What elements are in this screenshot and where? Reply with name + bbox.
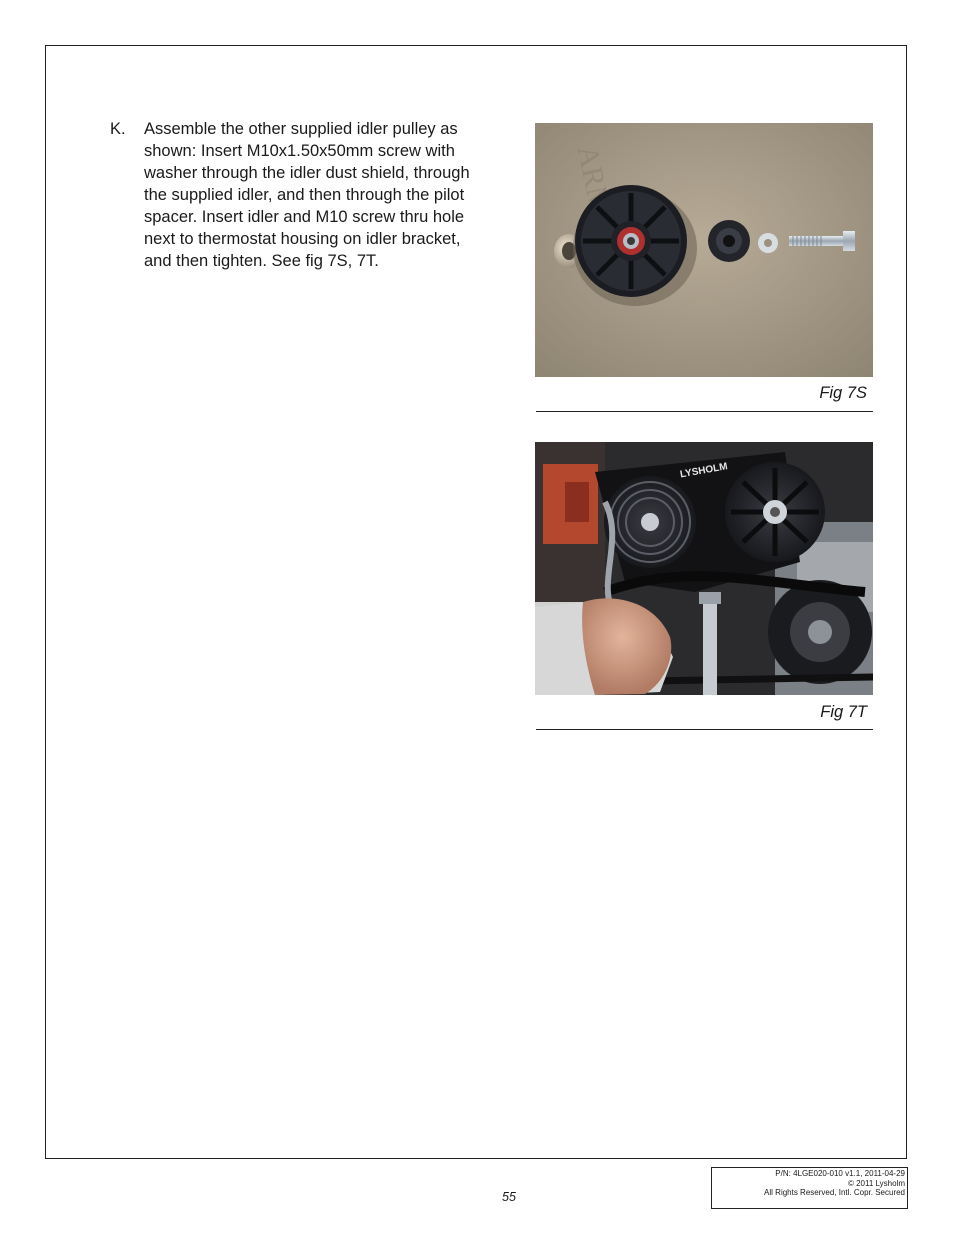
caption-divider [536, 411, 873, 412]
figure-7t-caption: Fig 7T [820, 703, 867, 721]
rights-statement: All Rights Reserved, Intl. Copr. Secured [764, 1188, 905, 1197]
figure-7s-photo [535, 123, 873, 377]
step-line: the supplied idler, and then through the pilot [144, 186, 465, 204]
figure-7s-caption: Fig 7S [819, 384, 867, 402]
figure-7t-photo [535, 442, 873, 695]
step-line: and then tighten. See fig 7S, 7T. [144, 252, 379, 270]
part-info-box [711, 1167, 908, 1209]
lysholm-logo: LYSHOLM [679, 461, 729, 481]
step-line: Assemble the other supplied idler pulley as [144, 120, 458, 138]
copyright: © 2011 Lysholm [847, 1178, 905, 1188]
step-line: washer through the idler dust shield, through [144, 164, 470, 182]
part-number: P/N: 4LGE020-010 v1.1, 2011-04-29 [775, 1169, 905, 1178]
step-line: shown: Insert M10x1.50x50mm screw with [144, 142, 455, 160]
step-line: spacer. Insert idler and M10 screw thru hole [144, 208, 465, 226]
step-line: next to thermostat housing on idler bracket, [144, 230, 461, 248]
caption-divider [536, 729, 873, 730]
step-text [144, 118, 494, 272]
page-number: 55 [502, 1190, 516, 1204]
step-letter: K. [110, 120, 126, 138]
